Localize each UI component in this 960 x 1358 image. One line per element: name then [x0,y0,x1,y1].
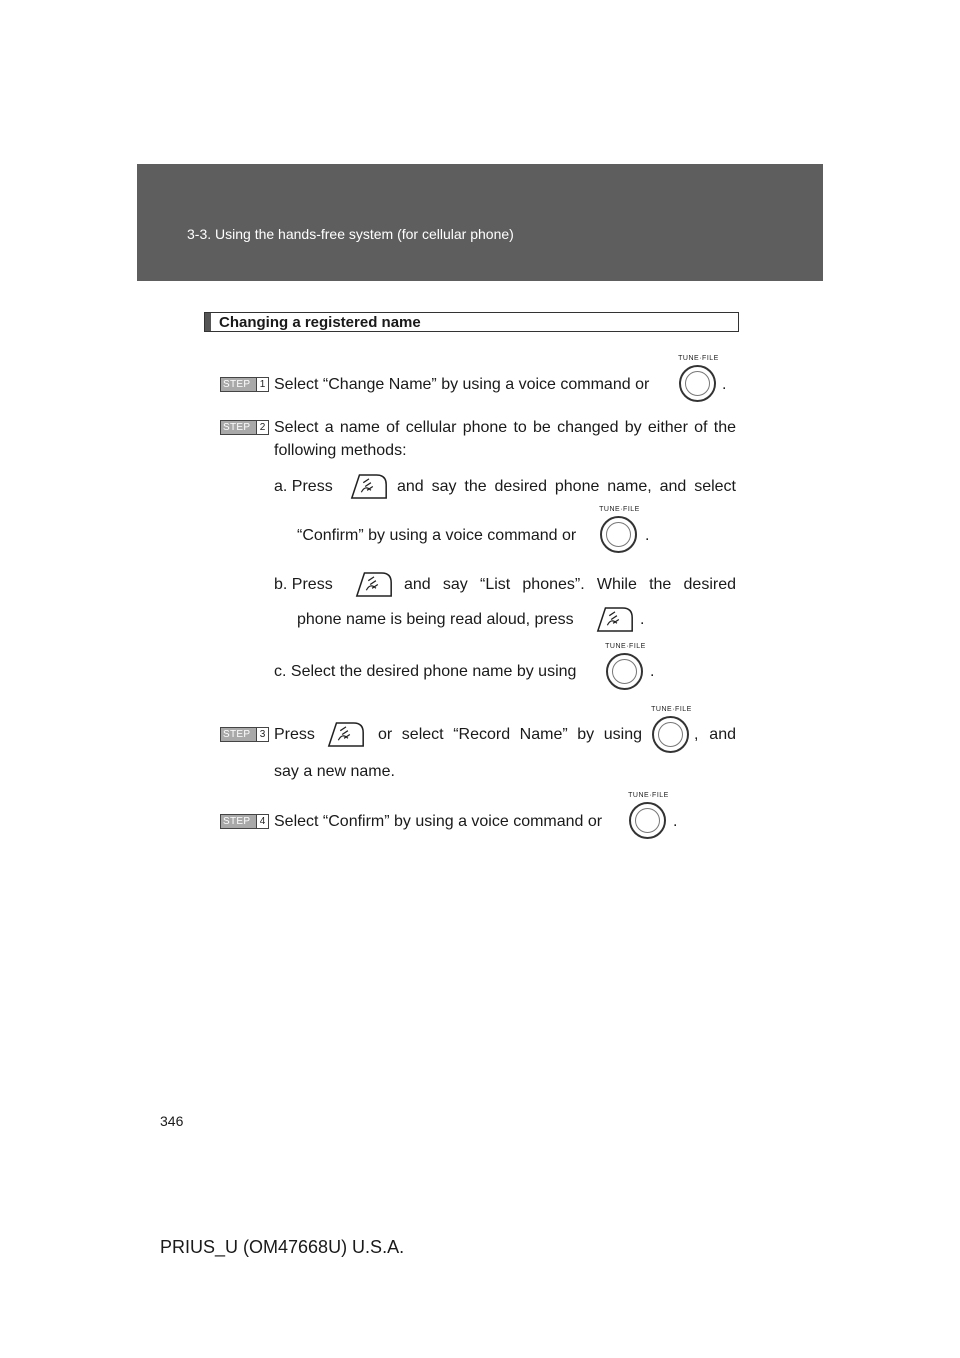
method-b-pre: b. Press [274,576,333,593]
tune-file-knob-icon: TUNE·FILE [604,643,647,693]
talk-switch-icon [594,606,636,633]
step-4-text: Select “Confirm” by using a voice command or [274,813,603,830]
section-heading [204,312,739,332]
step-1-badge: STEP 1 [220,377,269,392]
method-b-post: and say “List phones”. While the desired [404,576,736,593]
step-3-pre: Press [274,726,315,743]
step-3-mid: or select “Record Name” by using [378,726,642,743]
talk-switch-icon [353,571,395,598]
footer-model-code: PRIUS_U (OM47668U) U.S.A. [160,1237,405,1257]
method-a-line2: “Confirm” by using a voice command or [297,527,577,544]
method-a-end: . [645,527,650,544]
step-4-end: . [673,813,678,830]
step-3-line2: say a new name. [274,763,395,780]
talk-switch-icon [325,721,367,748]
section-title: Changing a registered name [219,314,421,331]
method-a-pre: a. Press [274,478,333,495]
step-4-badge: STEP 4 [220,814,269,829]
step-2-text-line2: following methods: [274,442,407,459]
method-b-end: . [640,611,645,628]
tune-file-knob-icon: TUNE·FILE [627,792,670,842]
step-2-badge: STEP 2 [220,420,269,435]
method-a-post: and say the desired phone name, and select [397,478,736,495]
tune-file-knob-icon: TUNE·FILE [677,355,720,405]
page-number: 346 [160,1113,184,1129]
method-b-line2: phone name is being read aloud, press [297,611,574,628]
step-2-text-line1: Select a name of cellular phone to be changed by either of the [274,419,736,436]
tune-file-knob-icon: TUNE·FILE [598,506,641,556]
step-1-end: . [722,376,727,393]
section-bar [205,313,211,331]
method-c-text: c. Select the desired phone name by using [274,663,577,680]
method-c-end: . [650,663,655,680]
header-title: 3-3. Using the hands-free system (for cellular phone) [187,226,514,242]
talk-switch-icon [348,473,390,500]
step-3-badge: STEP 3 [220,727,269,742]
step-3-end: , and [694,726,736,743]
header-band [137,164,823,281]
step-1-text: Select “Change Name” by using a voice command or [274,376,650,393]
tune-file-knob-icon: TUNE·FILE [650,706,693,756]
